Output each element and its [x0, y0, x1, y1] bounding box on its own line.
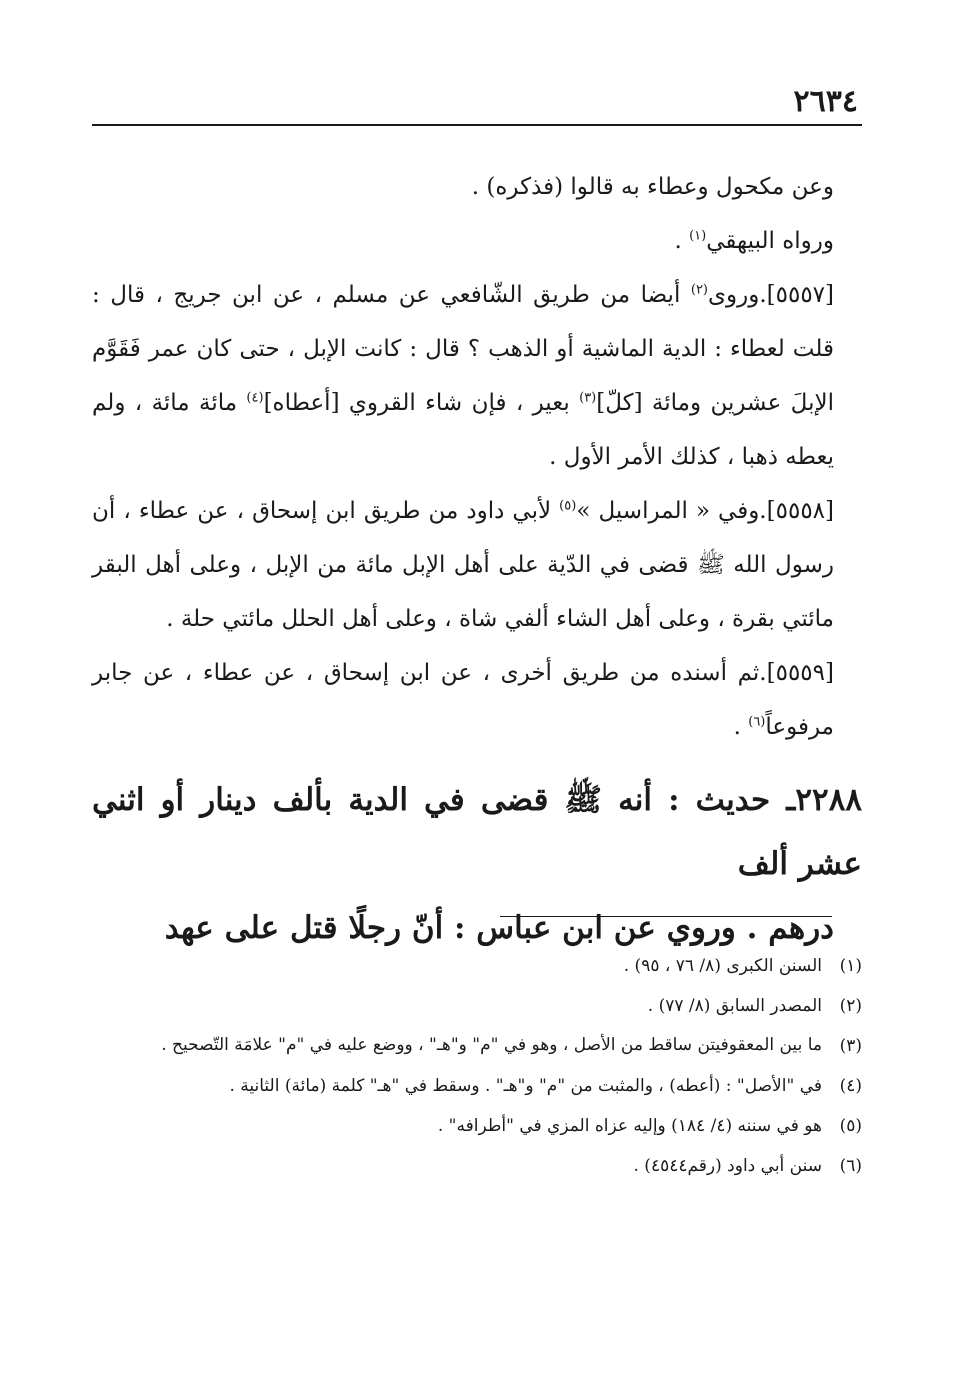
- footnote-ref-5[interactable]: (٥): [559, 498, 577, 514]
- footnote-5: [92, 1106, 862, 1146]
- paragraph-1: وعن مكحول وعطاء به قالوا (فذكره) .: [471, 174, 834, 200]
- paragraph-5557: [٥٥٥٧].وروى$^{(٢)}$ أيضا من طريق الشّافعي عن مسلم ، عن ابن جريج ، قال : قلت لعطاء : الدية الماشية أو الذهب ؟ قال : كانت الإبل ، حتى كان عمر فَقَوَّم الإبلَ عشرين ومائة [كلّ]$^{(٣)}$ بعير ، فإن شاء القروي [أعطاه]$^{(٤)}$ مائة مائة ، ولم يعطه ذهبا ، كذلك الأمر الأول .: [92, 282, 835, 470]
- footnotes: [92, 946, 862, 1186]
- footnote-number: (١): [839, 956, 862, 976]
- footnote-ref-3[interactable]: (٣): [579, 390, 597, 406]
- paragraph-5559: [٥٥٥٩].ثم أسنده من طريق أخرى ، عن ابن إسحاق ، عن عطاء ، عن جابر مرفوعاً$^{(٦)}$ .: [92, 660, 834, 740]
- hadith-heading: [92, 768, 862, 960]
- footnote-ref-4[interactable]: (٤): [246, 390, 264, 406]
- footnote-ref-1[interactable]: (١): [689, 228, 707, 244]
- footnote-ref-6[interactable]: (٦): [748, 714, 766, 730]
- footnote-number: (٦): [839, 1156, 862, 1176]
- hadith-line-1: ٢٢٨٨ـ حديث : أنه ﷺ قضى في الدية بألف دينار أو اثني عشر ألف: [92, 782, 862, 882]
- footnote-rule: [500, 916, 832, 917]
- header-rule: [92, 124, 862, 126]
- footnote-text: ما بين المعقوفيتن ساقط من الأصل ، وهو في "م" و"هـ" ، ووضع عليه في "م" علامَة التّصحيح .: [161, 1035, 822, 1055]
- footnote-number: (٢): [839, 996, 862, 1016]
- footnote-1: [92, 946, 862, 986]
- footnote-number: (٥): [839, 1116, 862, 1136]
- footnote-text: هو في سننه (٤/ ١٨٤) وإليه عزاه المزي في "أطرافه" .: [437, 1116, 822, 1136]
- footnote-4: [92, 1066, 862, 1106]
- page-number: ٢٦٣٤: [793, 84, 858, 119]
- footnote-ref-2[interactable]: (٢): [690, 282, 708, 298]
- footnote-3: [92, 1026, 862, 1066]
- main-text: [92, 160, 862, 754]
- paragraph-2: ورواه البيهقي$^{(١)}$ .: [674, 228, 834, 254]
- footnote-number: (٤): [839, 1076, 862, 1096]
- footnote-text: سنن أبي داود (رقم٤٥٤٤) .: [633, 1156, 822, 1176]
- footnote-text: المصدر السابق (٨/ ٧٧) .: [647, 996, 822, 1016]
- footnote-text: السنن الكبرى (٨/ ٧٦ ، ٩٥) .: [623, 956, 822, 976]
- footnote-text: في "الأصل" : (أعطه) ، والمثبت من "م" و"هـ" . وسقط في "هـ" كلمة (مائة) الثانية .: [229, 1076, 822, 1096]
- footnote-number: (٣): [839, 1036, 862, 1056]
- paragraph-5558: [٥٥٥٨].وفي « المراسيل »$^{(٥)}$ لأبي داود من طريق ابن إسحاق ، عن عطاء ، أن رسول الله ﷺ قضى في الدّية على أهل الإبل مائة من الإبل ، وعلى أهل البقر مائتي بقرة ، وعلى أهل الشاء ألفي شاة ، وعلى أهل الحلل مائتي حلة .: [92, 498, 835, 632]
- footnote-6: [92, 1146, 862, 1186]
- footnote-2: [92, 986, 862, 1026]
- hadith-line-2: درهم . وروي عن ابن عباس : أنّ رجلًا قتل على عهد: [164, 910, 834, 946]
